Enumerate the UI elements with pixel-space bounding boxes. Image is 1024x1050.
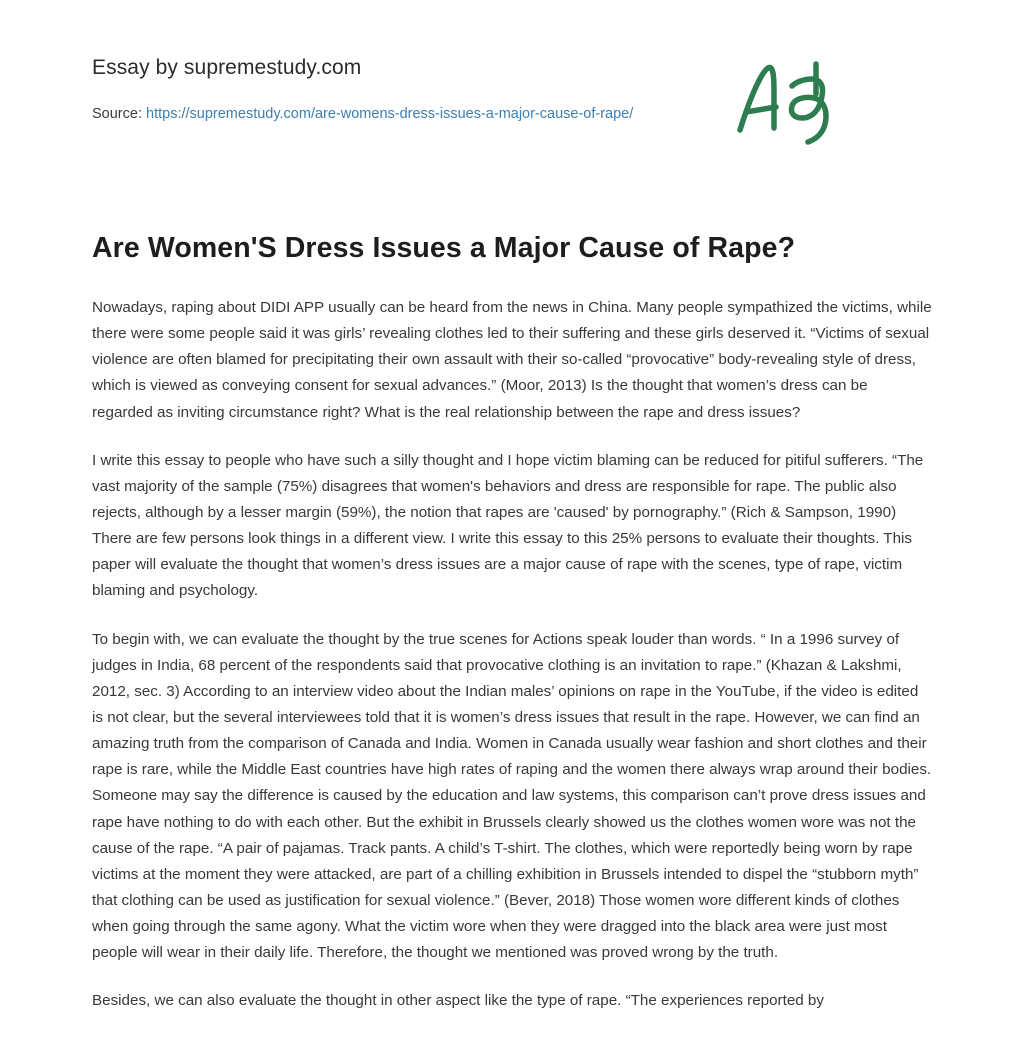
body-paragraph: Nowadays, raping about DIDI APP usually can be heard from the news in China. Many people sympathized the victims, while there were some people said it was girls’ revealing clothes led to their suffering and these girls deserved it. “Victims of sexual violence are often blamed for precipitating their own assault with their so-called “provocative” body-revealing style of dress, which is viewed as conveying consent for sexual advances.” (Moor, 2013) Is the thought that women’s dress can be regarded as inviting circumstance right? What is the real relationship between the rape and dress issues? bbox=[92, 299, 932, 421]
document-body bbox=[92, 267, 932, 1015]
aj-monogram-icon bbox=[732, 56, 840, 152]
page-title: Are Women'S Dress Issues a Major Cause of Rape? bbox=[92, 232, 796, 264]
body-paragraph: I write this essay to people who have such a silly thought and I hope victim blaming can be reduced for pitiful sufferers. “The vast majority of the sample (75%) disagrees that women's behaviors and dress are responsible for rape. The public also rejects, although by a lesser margin (59%), the notion that rapes are 'caused' by pornography.” (Rich & Sampson, 1990) There are few persons look things in a different view. I write this essay to this 25% persons to evaluate their thoughts. This paper will evaluate the thought that women’s dress issues are a major cause of rape with the scenes, type of rape, victim blaming and psychology. bbox=[92, 451, 924, 600]
body-paragraph: To begin with, we can evaluate the thought by the true scenes for Actions speak louder than words. “ In a 1996 survey of judges in India, 68 percent of the respondents said that provocative clothing is an invitation to rape.” (Khazan & Lakshmi, 2012, sec. 3) According to an interview video about the Indian males’ opinions on rape in the YouTube, if the video is edited is not clear, but the several interviewees told that it is women’s dress issues that result in the rape. However, we can find an amazing truth from the comparison of Canada and India. Women in Canada usually wear fashion and short clothes and their rape is rare, while the Middle East countries have high rates of raping and the women there always wrap around their bodies. Someone may say the difference is caused by the education and law systems, this comparison can’t prove dress issues and rape have nothing to do with each other. But the exhibit in Brussels clearly showed us the clothes women wore was not the cause of the rape. “A pair of pajamas. Track pants. A child’s T-shirt. The clothes, which were reportedly being worn by rape victims at the moment they were attacked, are part of a chilling exhibition in Brussels intended to dispel the “stubborn myth” that clothing can be used as justification for sexual violence.” (Bever, 2018) Those women wore different kinds of clothes when going through the same agony. What the victim wore when they were dragged into the black area were just most people will wear in their daily life. Therefore, the thought we mentioned was proved wrong by the truth. bbox=[92, 630, 932, 962]
source-url-link[interactable]: https://supremestudy.com/are-womens-dress-issues-a-major-cause-of-rape/ bbox=[146, 106, 634, 122]
brand-text: Essay by supremestudy.com bbox=[92, 56, 362, 79]
body-paragraph: Besides, we can also evaluate the thought in other aspect like the type of rape. “The experiences reported by bbox=[92, 992, 824, 1010]
source-label: Source: bbox=[92, 106, 142, 122]
page-header bbox=[92, 0, 932, 122]
